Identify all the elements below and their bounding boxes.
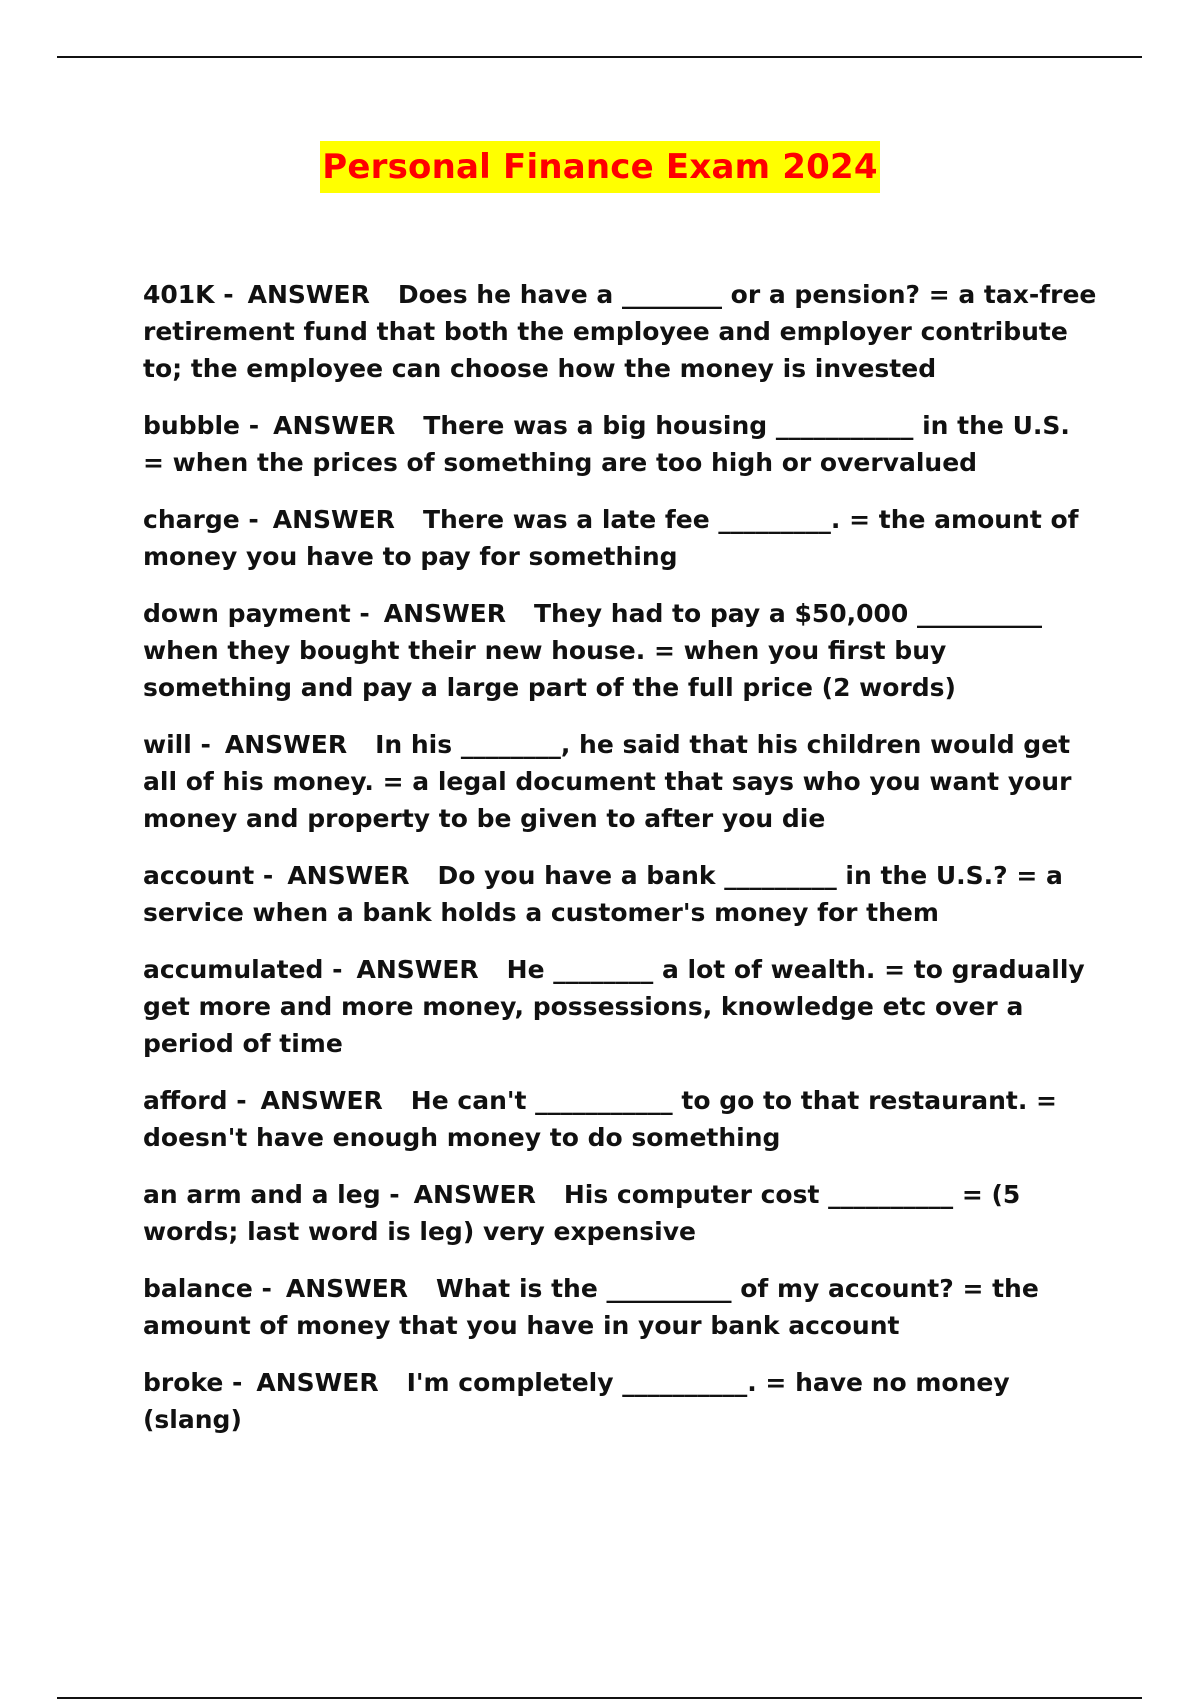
entry-term: balance - bbox=[143, 1274, 272, 1303]
entry-account bbox=[143, 857, 1098, 931]
answer-label: ANSWER bbox=[260, 1086, 383, 1115]
answer-label: ANSWER bbox=[273, 411, 396, 440]
entry-text: There was a late fee _________. = the amount of money you have to pay for something bbox=[143, 505, 1088, 571]
entry-term: an arm and a leg - bbox=[143, 1180, 400, 1209]
entry-arm-and-leg bbox=[143, 1176, 1098, 1250]
answer-label: ANSWER bbox=[287, 861, 410, 890]
page-title: Personal Finance Exam 2024 bbox=[320, 141, 879, 193]
answer-label: ANSWER bbox=[413, 1180, 536, 1209]
bottom-rule bbox=[57, 1697, 1142, 1699]
entry-text: Do you have a bank _________ in the U.S.? = a service when a bank holds a customer's money for them bbox=[143, 861, 1072, 927]
entry-bubble bbox=[143, 407, 1098, 481]
entry-text: What is the __________ of my account? = the amount of money that you have in your bank account bbox=[143, 1274, 1048, 1340]
title-wrap bbox=[0, 141, 1200, 193]
entry-text: His computer cost __________ = (5 words; last word is leg) very expensive bbox=[143, 1180, 1030, 1246]
entry-term: afford - bbox=[143, 1086, 247, 1115]
entry-down-payment bbox=[143, 595, 1098, 706]
entry-text: In his ________, he said that his children would get all of his money. = a legal document that says who you want your money and property to be given to after you die bbox=[143, 730, 1081, 833]
entry-list bbox=[143, 276, 1106, 1458]
entry-balance bbox=[143, 1270, 1098, 1344]
entry-text: Does he have a ________ or a pension? = a tax-free retirement fund that both the employee and employer contribute to; the employee can choose how the money is invested bbox=[143, 280, 1106, 383]
top-rule bbox=[57, 56, 1142, 58]
entry-text: I'm completely __________. = have no money (slang) bbox=[143, 1368, 1019, 1434]
entry-term: will - bbox=[143, 730, 211, 759]
entry-broke bbox=[143, 1364, 1098, 1438]
entry-term: broke - bbox=[143, 1368, 243, 1397]
entry-text: He can't ___________ to go to that restaurant. = doesn't have enough money to do something bbox=[143, 1086, 1066, 1152]
entry-afford bbox=[143, 1082, 1098, 1156]
entry-term: 401K - bbox=[143, 280, 234, 309]
entry-text: They had to pay a $50,000 __________ when they bought their new house. = when you first buy something and pay a large part of the full price (2 words) bbox=[143, 599, 1051, 702]
answer-label: ANSWER bbox=[383, 599, 506, 628]
entry-term: accumulated - bbox=[143, 955, 343, 984]
entry-term: down payment - bbox=[143, 599, 370, 628]
entry-term: account - bbox=[143, 861, 274, 890]
entry-text: He ________ a lot of wealth. = to gradually get more and more money, possessions, knowledge etc over a period of time bbox=[143, 955, 1094, 1058]
entry-text: There was a big housing ___________ in the U.S. = when the prices of something are too high or overvalued bbox=[143, 411, 1079, 477]
answer-label: ANSWER bbox=[224, 730, 348, 759]
answer-label: ANSWER bbox=[247, 280, 370, 309]
answer-label: ANSWER bbox=[256, 1368, 379, 1397]
answer-label: ANSWER bbox=[272, 505, 395, 534]
answer-label: ANSWER bbox=[285, 1274, 409, 1303]
entry-accumulated bbox=[143, 951, 1098, 1062]
entry-will bbox=[143, 726, 1098, 837]
entry-term: charge - bbox=[143, 505, 259, 534]
entry-charge bbox=[143, 501, 1098, 575]
entry-term: bubble - bbox=[143, 411, 260, 440]
entry-401k bbox=[143, 276, 1106, 387]
answer-label: ANSWER bbox=[356, 955, 479, 984]
